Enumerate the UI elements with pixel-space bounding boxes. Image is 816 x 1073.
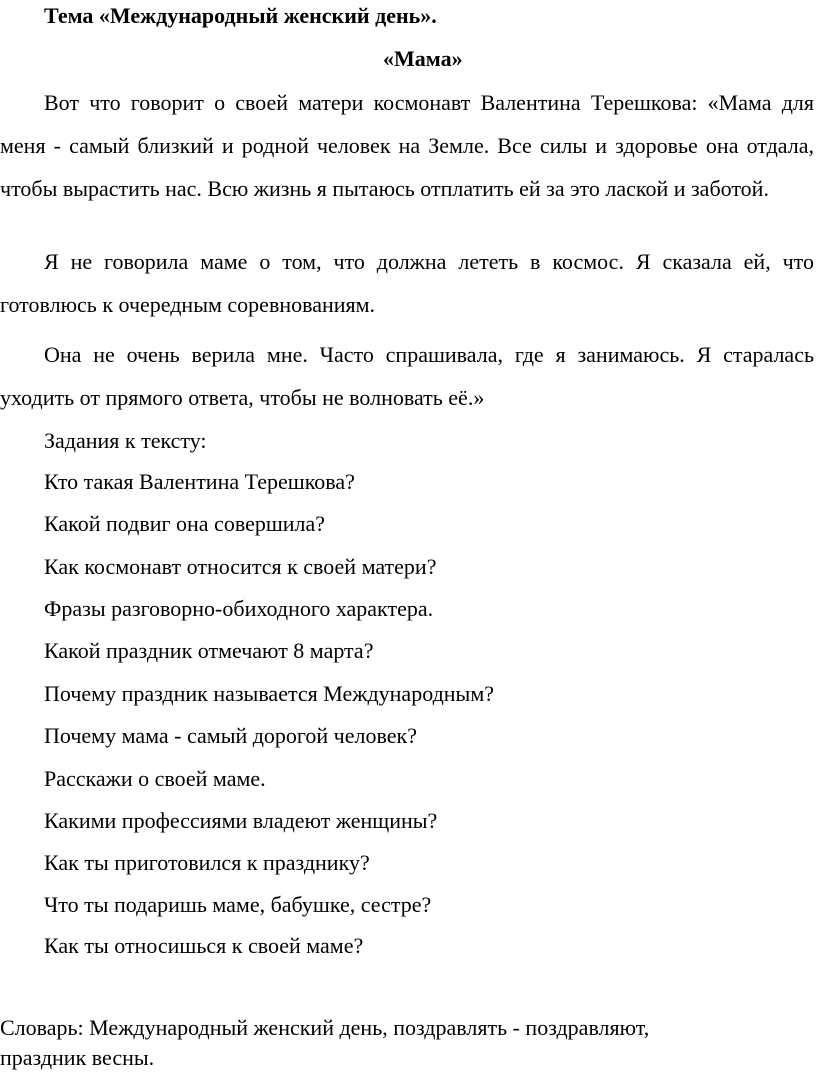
document-title: Тема «Международный женский день». — [44, 3, 437, 28]
vocabulary-note: Словарь: Международный женский день, поздравлять - поздравляют, праздник весны. — [0, 1015, 650, 1070]
question-item: Как космонавт относится к своей матери? — [44, 554, 437, 579]
question-item: Какими профессиями владеют женщины? — [44, 808, 438, 833]
question-item: Как ты приготовился к празднику? — [44, 850, 370, 875]
paragraph-1: Вот что говорит о своей матери космонавт Валентина Терешкова: «Мама для меня - самый близкий и родной человек на Земле. Все силы и здоровье она отдала, чтобы вырастить нас. Всю жизнь я пытаюсь отплатить ей за это лаской и заботой. — [0, 90, 814, 201]
question-item: Как ты относишься к своей маме? — [44, 933, 364, 958]
question-item: Какой подвиг она совершила? — [44, 511, 326, 536]
paragraph-2: Я не говорила маме о том, что должна лететь в космос. Я сказала ей, что готовлюсь к очередным соревнованиям. — [0, 249, 814, 317]
document-subtitle: «Мама» — [383, 46, 463, 71]
paragraph-3: Она не очень верила мне. Часто спрашивала, где я занимаюсь. Я старалась уходить от прямого ответа, чтобы не волновать её.» — [0, 342, 814, 410]
question-item: Почему мама - самый дорогой человек? — [44, 723, 417, 748]
question-item: Расскажи о своей маме. — [44, 766, 266, 791]
question-item: Почему праздник называется Международным? — [44, 681, 495, 706]
question-item: Что ты подаришь маме, бабушке, сестре? — [44, 892, 432, 917]
question-item: Какой праздник отмечают 8 марта? — [44, 638, 374, 663]
question-item: Фразы разговорно-обиходного характера. — [44, 596, 434, 621]
tasks-heading: Задания к тексту: — [44, 428, 207, 453]
question-item: Кто такая Валентина Терешкова? — [44, 469, 355, 494]
